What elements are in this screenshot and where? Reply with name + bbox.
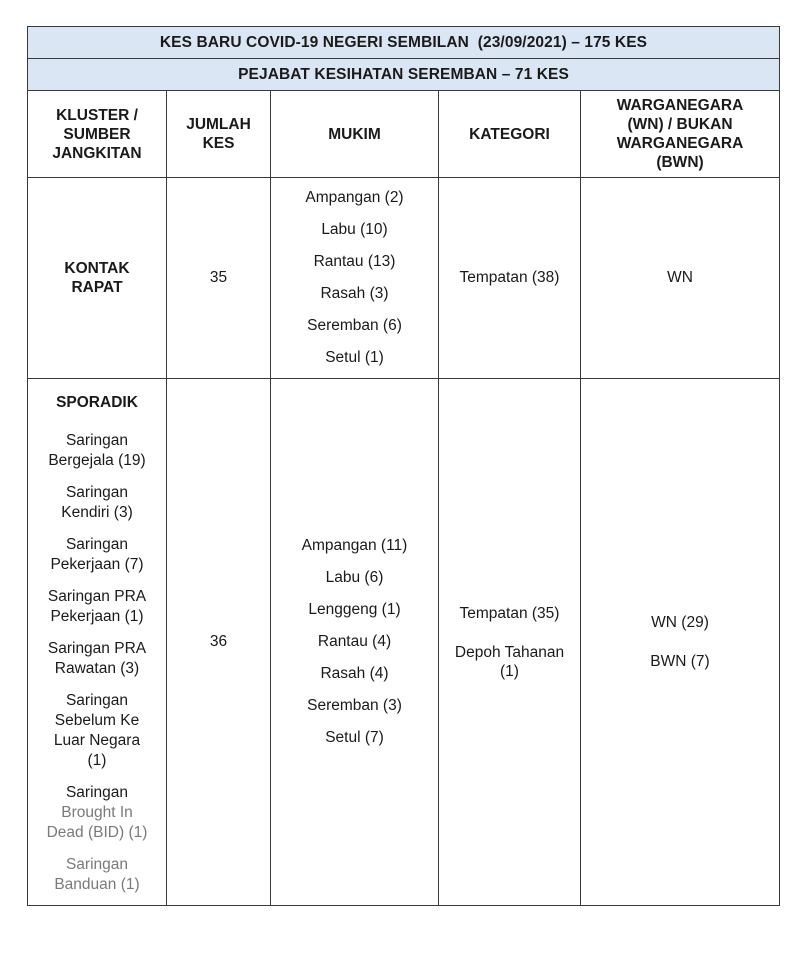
mukim-cell bbox=[271, 379, 439, 906]
mukim-item: Ampangan (2) bbox=[305, 189, 404, 206]
mukim-item: Labu (10) bbox=[321, 221, 388, 238]
kluster-item-line: Saringan bbox=[65, 856, 129, 873]
report-subtitle: PEJABAT KESIHATAN SEREMBAN – 71 KES bbox=[28, 59, 780, 91]
mukim-item: Rantau (13) bbox=[313, 253, 396, 270]
header-warga bbox=[581, 91, 780, 178]
mukim-item: Labu (6) bbox=[325, 569, 384, 586]
header-kluster-line: SUMBER bbox=[63, 125, 131, 143]
header-kategori: KATEGORI bbox=[439, 91, 581, 178]
header-warga-line: (BWN) bbox=[656, 154, 704, 171]
mukim-item: Rasah (4) bbox=[320, 665, 389, 682]
kluster-item-line: (1) bbox=[87, 752, 107, 769]
kluster-item-line: Brought In bbox=[61, 804, 133, 821]
header-kluster-line: KLUSTER / bbox=[56, 106, 138, 124]
header-row bbox=[28, 91, 780, 178]
kluster-item bbox=[28, 587, 166, 627]
mukim-item: Rantau (4) bbox=[317, 633, 392, 650]
kluster-item bbox=[28, 783, 166, 843]
kategori-item: (1) bbox=[500, 662, 519, 680]
mukim-item: Setul (1) bbox=[325, 349, 384, 366]
kluster-item-line: Saringan bbox=[65, 784, 129, 801]
title-row bbox=[28, 27, 780, 59]
case-table bbox=[27, 26, 780, 906]
kluster-cell bbox=[28, 379, 167, 906]
table-row bbox=[28, 379, 780, 906]
kluster-item bbox=[28, 431, 166, 471]
table-row bbox=[28, 178, 780, 379]
kluster-item-line: Saringan bbox=[65, 536, 129, 553]
kluster-item bbox=[28, 639, 166, 679]
mukim-item: Lenggeng (1) bbox=[308, 601, 401, 618]
warga-item: BWN (7) bbox=[650, 653, 710, 670]
kategori-item: Depoh Tahanan bbox=[454, 643, 565, 661]
warga-cell: WN bbox=[581, 178, 780, 379]
header-kluster-line: JANGKITAN bbox=[52, 144, 142, 162]
header-mukim: MUKIM bbox=[271, 91, 439, 178]
subtitle-row bbox=[28, 59, 780, 91]
kluster-item-line: Saringan PRA bbox=[47, 588, 147, 605]
mukim-item: Seremban (6) bbox=[307, 317, 402, 334]
kluster-item bbox=[28, 535, 166, 575]
kluster-item-line: Saringan bbox=[65, 484, 129, 501]
mukim-item: Ampangan (11) bbox=[301, 537, 408, 554]
mukim-cell bbox=[271, 178, 439, 379]
header-jumlah-line: KES bbox=[202, 135, 235, 152]
mukim-item: Seremban (3) bbox=[307, 697, 402, 714]
kluster-item-line: Pekerjaan (1) bbox=[50, 608, 144, 625]
report-title: KES BARU COVID-19 NEGERI SEMBILAN (23/09/2021) – 175 KES bbox=[28, 27, 780, 59]
kluster-item-line: Banduan (1) bbox=[54, 876, 140, 893]
mukim-item: Setul (7) bbox=[325, 729, 384, 746]
kluster-item-line: Saringan bbox=[65, 692, 129, 709]
jumlah-cell: 36 bbox=[167, 379, 271, 906]
jumlah-cell: 35 bbox=[167, 178, 271, 379]
header-warga-line: (WN) / BUKAN bbox=[627, 116, 733, 133]
kluster-cell bbox=[28, 178, 167, 379]
kluster-item-line: Bergejala (19) bbox=[48, 452, 146, 469]
kluster-item-line: Saringan bbox=[65, 432, 129, 449]
kluster-item-line: Saringan PRA bbox=[47, 640, 147, 657]
warga-cell bbox=[581, 379, 780, 906]
header-warga-line: WARGANEGARA bbox=[616, 97, 744, 114]
kategori-item: Tempatan (35) bbox=[459, 604, 560, 622]
header-jumlah bbox=[167, 91, 271, 178]
case-report-sheet bbox=[27, 26, 779, 906]
mukim-item: Rasah (3) bbox=[320, 285, 389, 302]
header-kluster bbox=[28, 91, 167, 178]
kluster-item-line: Luar Negara bbox=[53, 732, 141, 749]
kluster-item-line: Rawatan (3) bbox=[54, 660, 140, 677]
kluster-item-line: Pekerjaan (7) bbox=[50, 556, 144, 573]
kluster-line: KONTAK bbox=[64, 260, 130, 277]
header-jumlah-line: JUMLAH bbox=[186, 116, 251, 133]
kluster-item bbox=[28, 691, 166, 771]
kategori-cell bbox=[439, 379, 581, 906]
kluster-item-line: Sebelum Ke bbox=[54, 712, 140, 729]
kluster-item bbox=[28, 483, 166, 523]
kluster-item bbox=[28, 855, 166, 895]
kluster-item-line: Kendiri (3) bbox=[61, 504, 133, 521]
kluster-sporadik-title: SPORADIK bbox=[56, 394, 138, 411]
header-warga-line: WARGANEGARA bbox=[616, 135, 744, 152]
kategori-cell: Tempatan (38) bbox=[439, 178, 581, 379]
kluster-item-line: Dead (BID) (1) bbox=[46, 824, 148, 841]
kluster-line: RAPAT bbox=[71, 279, 123, 296]
warga-item: WN (29) bbox=[651, 614, 709, 631]
